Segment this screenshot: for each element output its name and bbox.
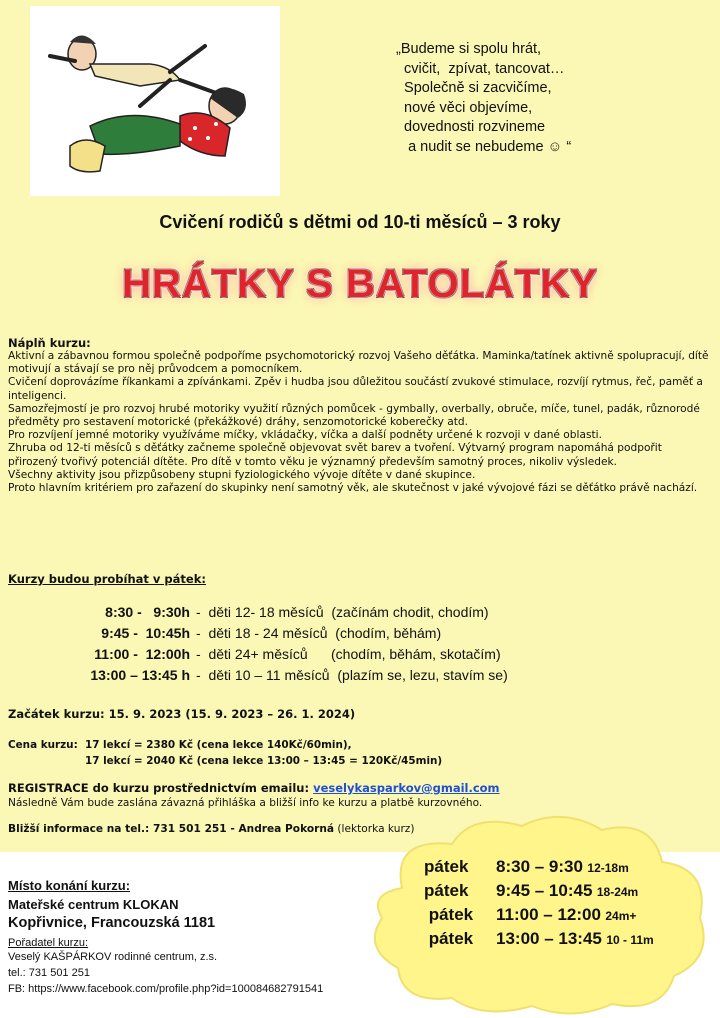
schedule-list [40,604,600,688]
registration-followup: Následně Vám bude zaslána závazná přihláška a bližší info ke kurzu a platbě kurzovného. [8,797,483,809]
cloud-age: 18-24m [596,885,639,899]
schedule-row [40,625,600,646]
content-paragraph: Cvičení doprovázíme říkankami a zpívánkami. Zpěv i hudba jsou důležitou součástí zvukové stimulace, rozvíjí rytmus, řeč, paměť a inteligenci. [8,376,703,402]
organizer-facebook-link[interactable]: FB: https://www.facebook.com/profile.php?id=100084682791541 [8,983,324,995]
course-price [8,737,442,769]
course-subtitle: Cvičení rodičů s dětmi od 10-ti měsíců – 3 roky [159,212,561,232]
schedule-time: 11:00 - 12:00h [94,646,190,662]
price-line-2: 17 lekcí = 2040 Kč (cena lekce 13:00 – 13:45 = 120Kč/45min) [85,755,443,767]
registration-line [8,781,500,796]
price-label: Cena kurzu: [8,739,78,751]
schedule-description: - děti 18 - 24 měsíců (chodím, běhám) [196,625,442,641]
contact-text: Bližší informace na tel.: 731 501 251 - Andrea Pokorná [8,823,335,835]
venue-heading: Místo konání kurzu: [8,878,131,893]
content-heading: Náplň kurzu: [8,336,91,350]
content-paragraph: Aktivní a zábavnou formou společně podpoříme psychomotorický rozvoj Vašeho děťátka. Maminka/tatínek aktivně spolupracují, dítě motivují a stávají se pro něj průvodcem a pomocníkem. [8,350,709,376]
schedule-description: - děti 12- 18 měsíců (začínám chodit, chodím) [196,604,489,620]
venue-address: Kopřivnice, Francouzská 1181 [8,915,216,931]
price-line-1 [8,737,442,753]
cloud-time: 13:00 – 13:45 [496,929,602,948]
cloud-row [424,857,654,881]
schedule-heading: Kurzy budou probíhat v pátek: [8,572,206,586]
schedule-row [40,667,600,688]
schedule-row [40,604,600,625]
cloud-day: pátek [424,929,474,948]
motto-quote: „Budeme si spolu hrát, cvičit, zpívat, tancovat… Společně si zacvičíme, nové věci objevíme, dovednosti rozvineme a nudit se nebudeme ☺ “ [396,41,572,155]
cloud-age: 24m+ [605,909,637,923]
content-paragraph: Zhruba od 12-ti měsíců s děťátky začneme společně objevovat svět barev a tvoření. Výtvarný program napomáhá podpořit přirozený tvořivý potenciál dítěte. Pro dítě v tomto věku je významný především samotný proces, nikoliv výsledek. [8,442,662,468]
venue-name: Mateřské centrum KLOKAN [8,897,179,912]
cloud-age: 10 - 11m [606,933,654,947]
cloud-time: 8:30 – 9:30 [496,857,583,876]
cloud-age: 12-18m [587,861,629,875]
course-start: Začátek kurzu: 15. 9. 2023 (15. 9. 2023 – 26. 1. 2024) [8,707,356,721]
cloud-schedule [424,857,654,953]
schedule-row [40,646,600,667]
registration-text: REGISTRACE do kurzu prostřednictvím emailu: [8,781,314,795]
registration-email-link[interactable]: veselykasparkov@gmail.com [313,781,500,795]
organizer-phone: tel.: 731 501 251 [8,967,90,979]
cloud-day: pátek [424,905,474,924]
cloud-time: 9:45 – 10:45 [496,881,593,900]
cloud-day: pátek [424,881,469,900]
price-value-1: 17 lekcí = 2380 Kč (cena lekce 140Kč/60min), [84,739,352,751]
schedule-time: 8:30 - 9:30h [105,604,190,620]
cloud-row [424,881,654,905]
schedule-description: - děti 24+ měsíců (chodím, běhám, skotačím) [196,646,501,662]
registration [8,781,500,811]
content-body [8,350,712,495]
schedule-time: 9:45 - 10:45h [101,625,190,641]
course-title: HRÁTKY S BATOLÁTKY [122,262,598,306]
schedule-description: - děti 10 – 11 měsíců (plazím se, lezu, stavím se) [196,667,508,683]
contact-role: (lektorka kurz) [334,823,415,835]
content-paragraph: Samozřejmostí je pro rozvoj hrubé motoriky využití různých pomůcek - gymbally, overbally, obruče, míče, tunel, padák, různorodé předměty pro sestavení motorické (překážkové) dráhy, senzomotorické koberečky atd. [8,402,700,429]
cloud-row [424,905,654,929]
schedule-time: 13:00 – 13:45 h [90,667,190,683]
cloud-day: pátek [424,857,469,876]
organizer-name: Veselý KAŠPÁRKOV rodinné centrum, z.s. [8,951,218,963]
content-paragraph: Pro rozvíjení jemné motoriky využíváme míčky, vkládačky, víčka a další podněty určené k rozvoji v dané oblasti. [8,429,602,442]
parent-child-illustration [30,6,280,196]
content-paragraph: Všechny aktivity jsou přizpůsobeny stupni fyziologického vývoje dítěte v dané skupince. [8,468,476,481]
organizer-heading: Pořadatel kurzu: [8,937,89,949]
venue-block [8,878,323,997]
cloud-row [424,929,654,953]
contact-info [8,823,415,835]
content-paragraph: Proto hlavním kritériem pro zařazení do skupinky není samotný věk, ale skutečnost v jaké vývojové fázi se děťátko právě nachází. [8,482,698,495]
cloud-time: 11:00 – 12:00 [496,905,601,924]
